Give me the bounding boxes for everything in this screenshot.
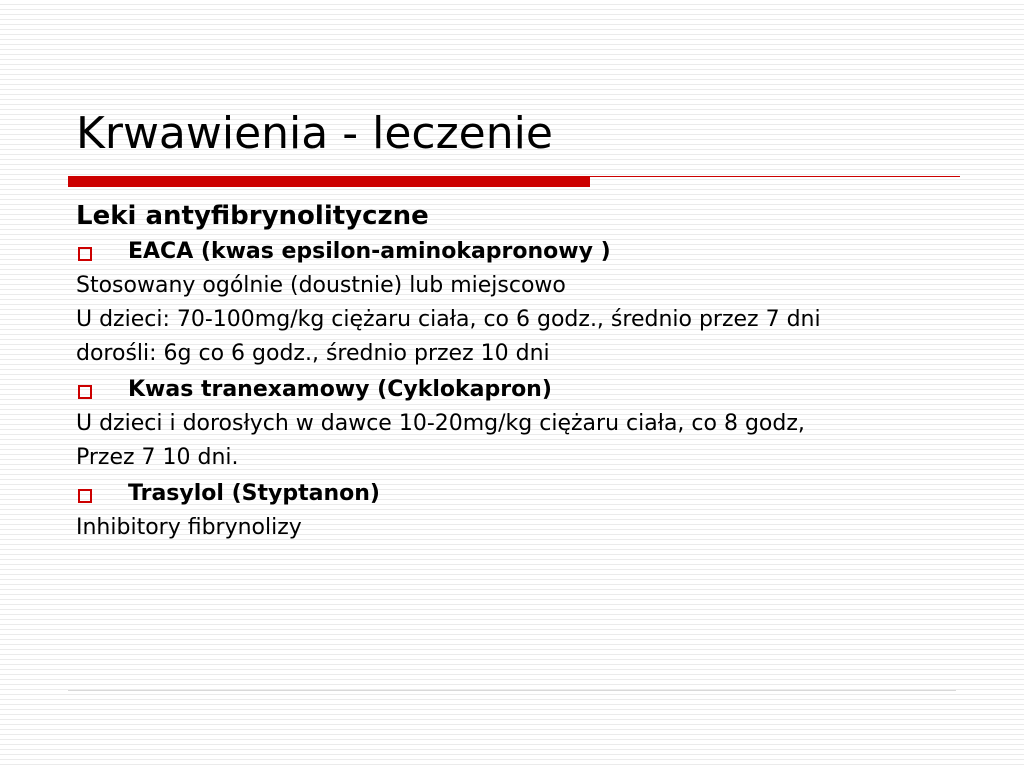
bullet-label: EACA (kwas epsilon-aminokapronowy )	[128, 239, 611, 264]
title-underline-accent	[68, 176, 590, 187]
title-underline-thin	[590, 176, 960, 177]
bullet-label: Kwas tranexamowy (Cyklokapron)	[128, 377, 552, 402]
slide-content	[76, 196, 956, 548]
bullet-item-trasylol	[76, 478, 956, 514]
footer-divider	[68, 690, 956, 691]
section-heading: Leki antyfibrynolityczne	[76, 201, 429, 231]
slide-title: Krwawienia - leczenie	[76, 108, 553, 159]
bullet-item-kwas-tranexamowy	[76, 374, 956, 410]
body-text: U dzieci: 70-100mg/kg ciężaru ciała, co 6 godz., średnio przez 7 dni	[76, 307, 821, 332]
hollow-square-bullet-icon	[78, 385, 92, 399]
body-text: Przez 7 10 dni.	[76, 445, 239, 470]
body-text: Inhibitory fibrynolizy	[76, 515, 302, 540]
body-text: Stosowany ogólnie (doustnie) lub miejscowo	[76, 273, 566, 298]
bullet-label: Trasylol (Styptanon)	[128, 481, 380, 506]
hollow-square-bullet-icon	[78, 489, 92, 503]
bullet-item-eaca	[76, 236, 956, 272]
body-text: U dzieci i dorosłych w dawce 10-20mg/kg ciężaru ciała, co 8 godz,	[76, 411, 805, 436]
hollow-square-bullet-icon	[78, 247, 92, 261]
body-text: dorośli: 6g co 6 godz., średnio przez 10 dni	[76, 341, 550, 366]
